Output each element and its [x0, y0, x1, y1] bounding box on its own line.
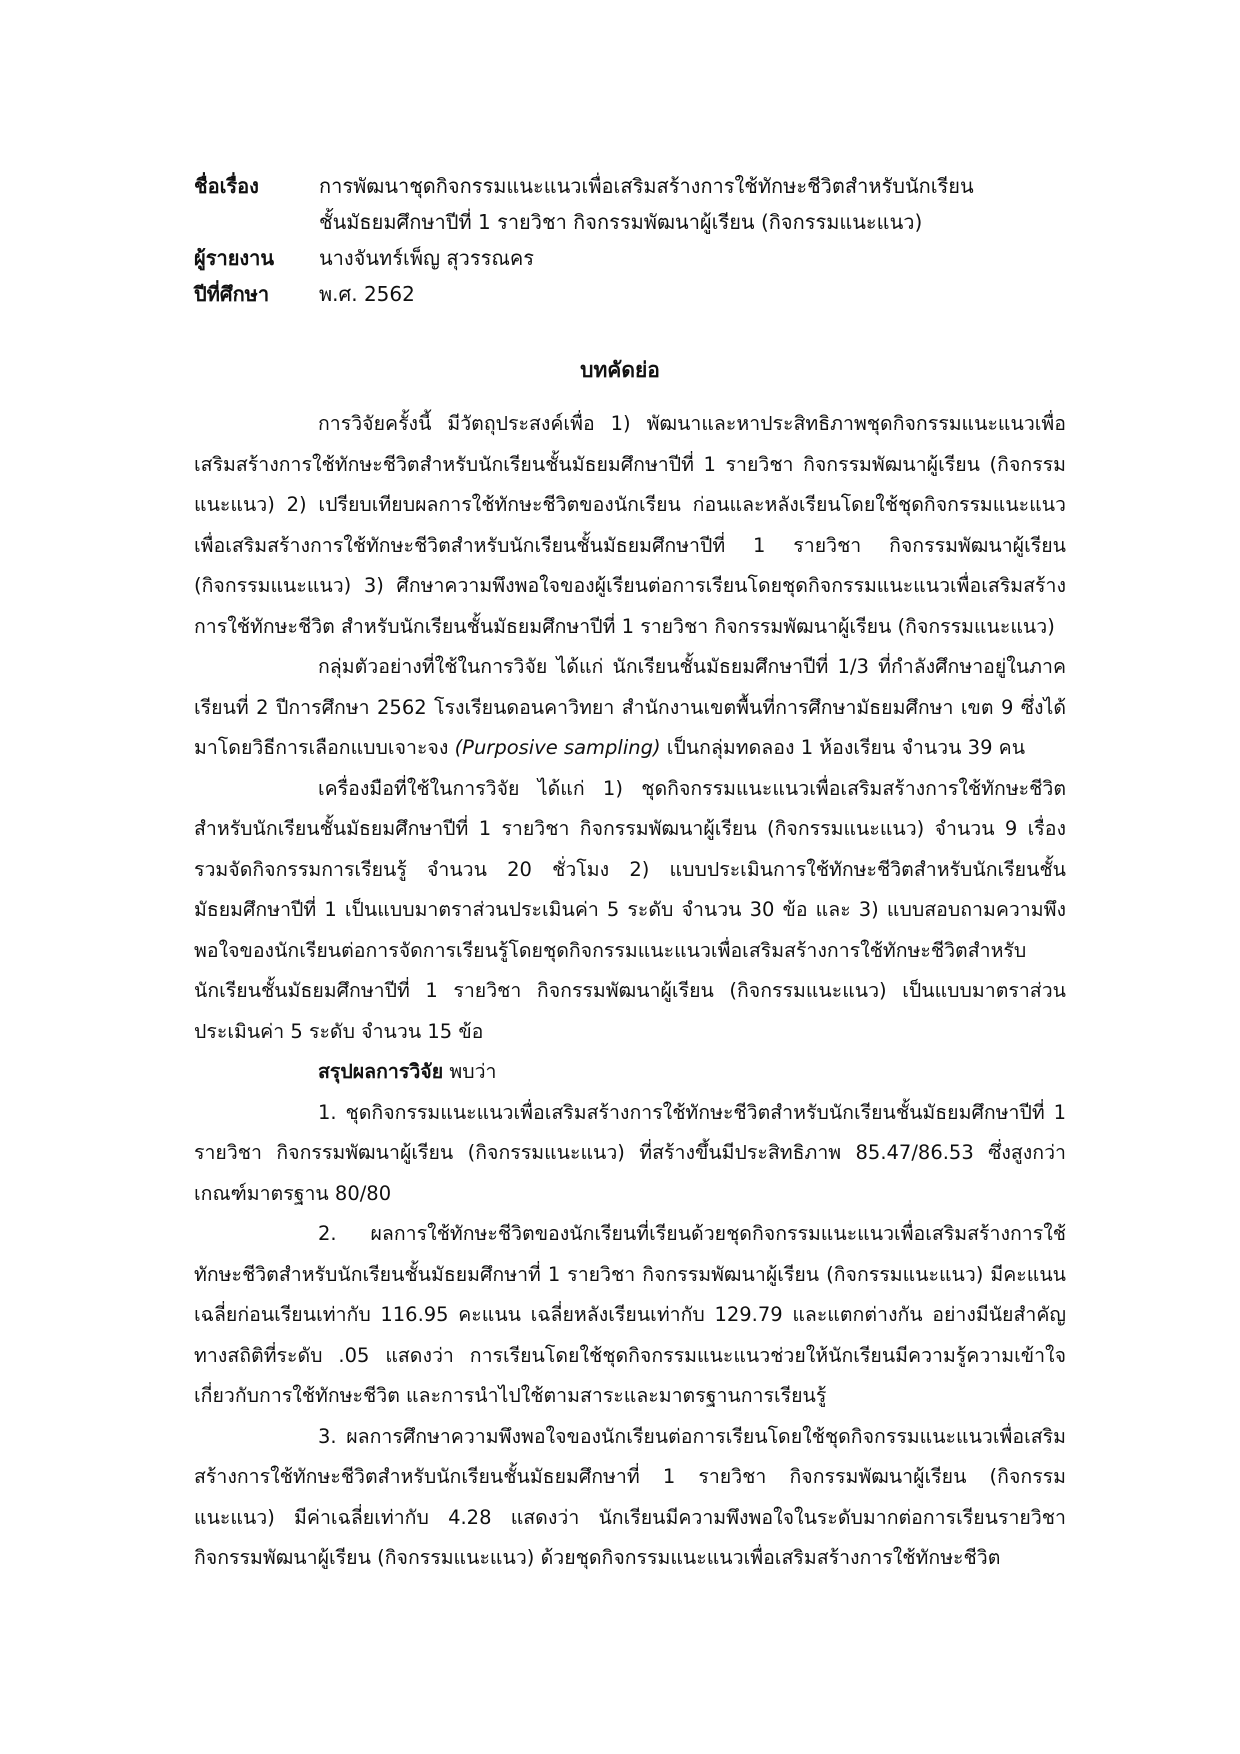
- objectives-paragraph: การวิจัยครั้งนี้ มีวัตถุประสงค์เพื่อ 1) พัฒนาและหาประสิทธิภาพชุดกิจกรรมแนะแนวเพื่อเสริมสร้างการใช้ทักษะชีวิตสำหรับนักเรียนชั้นมัธยมศึกษาปีที่ 1 รายวิชา กิจกรรมพัฒนาผู้เรียน (กิจกรรมแนะแนว) 2) เปรียบเทียบผลการใช้ทักษะชีวิตของนักเรียน ก่อนและหลังเรียนโดยใช้ชุดกิจกรรมแนะแนวเพื่อเสริมสร้างการใช้ทักษะชีวิตสำหรับนักเรียนชั้นมัธยมศึกษาปีที่ 1 รายวิชา กิจกรรมพัฒนาผู้เรียน (กิจกรรมแนะแนว) 3) ศึกษาความพึงพอใจของผู้เรียนต่อการเรียนโดยชุดกิจกรรมแนะแนวเพื่อเสริมสร้างการใช้ทักษะชีวิต สำหรับนักเรียนชั้นมัธยมศึกษาปีที่ 1 รายวิชา กิจกรรมพัฒนาผู้เรียน (กิจกรรมแนะแนว): [194, 412, 1066, 638]
- title-value: [319, 168, 1074, 240]
- sampling-method: (Purposive sampling): [454, 736, 661, 759]
- sample-text-end: เป็นกลุ่มทดลอง 1 ห้องเรียน จำนวน 39 คน: [660, 736, 1026, 759]
- header-block: [194, 168, 1074, 312]
- year-row: [194, 276, 1074, 312]
- title-label: ชื่อเรื่อง: [194, 174, 259, 198]
- summary-heading: [194, 1052, 1066, 1093]
- year-value: พ.ศ. 2562: [319, 282, 415, 306]
- author-value: นางจันทร์เพ็ญ สุวรรณคร: [319, 246, 534, 270]
- result-3-paragraph: 3. ผลการศึกษาความพึงพอใจของนักเรียนต่อการเรียนโดยใช้ชุดกิจกรรมแนะแนวเพื่อเสริมสร้างการใช้ทักษะชีวิตสำหรับนักเรียนชั้นมัธยมศึกษาที่ 1 รายวิชา กิจกรรมพัฒนาผู้เรียน (กิจกรรมแนะแนว) มีค่าเฉลี่ยเท่ากับ 4.28 แสดงว่า นักเรียนมีความพึงพอใจในระดับมากต่อการเรียนรายวิชา กิจกรรมพัฒนาผู้เรียน (กิจกรรมแนะแนว) ด้วยชุดกิจกรรมแนะแนวเพื่อเสริมสร้างการใช้ทักษะชีวิต: [194, 1424, 1066, 1569]
- result-1-paragraph: 1. ชุดกิจกรรมแนะแนวเพื่อเสริมสร้างการใช้ทักษะชีวิตสำหรับนักเรียนชั้นมัธยมศึกษาปีที่ 1 รายวิชา กิจกรรมพัฒนาผู้เรียน (กิจกรรมแนะแนว) ที่สร้างขึ้นมีประสิทธิภาพ 85.47/86.53 ซึ่งสูงกว่าเกณฑ์มาตรฐาน 80/80: [194, 1100, 1066, 1205]
- abstract-body: [194, 404, 1066, 1579]
- title-line-1: การพัฒนาชุดกิจกรรมแนะแนวเพื่อเสริมสร้างการใช้ทักษะชีวิตสำหรับนักเรียน: [319, 174, 974, 198]
- result-2-paragraph: 2. ผลการใช้ทักษะชีวิตของนักเรียนที่เรียนด้วยชุดกิจกรรมแนะแนวเพื่อเสริมสร้างการใช้ทักษะชีวิตสำหรับนักเรียนชั้นมัธยมศึกษาที่ 1 รายวิชา กิจกรรมพัฒนาผู้เรียน (กิจกรรมแนะแนว) มีคะแนนเฉลี่ยก่อนเรียนเท่ากับ 116.95 คะแนน เฉลี่ยหลังเรียนเท่ากับ 129.79 และแตกต่างกัน อย่างมีนัยสำคัญทางสถิติที่ระดับ .05 แสดงว่า การเรียนโดยใช้ชุดกิจกรรมแนะแนวช่วยให้นักเรียนมีความรู้ความเข้าใจเกี่ยวกับการใช้ทักษะชีวิต และการนำไปใช้ตามสาระและมาตรฐานการเรียนรู้: [194, 1222, 1066, 1407]
- summary-label: สรุปผลการวิจัย: [318, 1060, 444, 1083]
- title-row: [194, 168, 1074, 240]
- title-line-2: ชั้นมัธยมศึกษาปีที่ 1 รายวิชา กิจกรรมพัฒนาผู้เรียน (กิจกรรมแนะแนว): [319, 210, 923, 234]
- summary-label-rest: พบว่า: [443, 1060, 497, 1083]
- author-row: [194, 240, 1074, 276]
- sample-paragraph: [194, 647, 1066, 769]
- author-label: ผู้รายงาน: [194, 246, 275, 270]
- instruments-paragraph: เครื่องมือที่ใช้ในการวิจัย ได้แก่ 1) ชุดกิจกรรมแนะแนวเพื่อเสริมสร้างการใช้ทักษะชีวิตสำหรับนักเรียนชั้นมัธยมศึกษาปีที่ 1 รายวิชา กิจกรรมพัฒนาผู้เรียน (กิจกรรมแนะแนว) จำนวน 9 เรื่อง รวมจัดกิจกรรมการเรียนรู้ จำนวน 20 ชั่วโมง 2) แบบประเมินการใช้ทักษะชีวิตสำหรับนักเรียนชั้นมัธยมศึกษาปีที่ 1 เป็นแบบมาตราส่วนประเมินค่า 5 ระดับ จำนวน 30 ข้อ และ 3) แบบสอบถามความพึงพอใจของนักเรียนต่อการจัดการเรียนรู้โดยชุดกิจกรรมแนะแนวเพื่อเสริมสร้างการใช้ทักษะชีวิตสำหรับนักเรียนชั้นมัธยมศึกษาปีที่ 1 รายวิชา กิจกรรมพัฒนาผู้เรียน (กิจกรรมแนะแนว) เป็นแบบมาตราส่วนประเมินค่า 5 ระดับ จำนวน 15 ข้อ: [194, 776, 1066, 1043]
- year-label: ปีที่ศึกษา: [194, 282, 270, 306]
- abstract-title: บทคัดย่อ: [580, 358, 660, 382]
- sample-text-start: กลุ่มตัวอย่างที่ใช้ในการวิจัย ได้แก่ นักเรียนชั้นมัธยมศึกษาปีที่ 1/3 ที่กำลังศึกษาอยู่ในภาคเรียนที่ 2 ปีการศึกษา 2562 โรงเรียนดอนคาวิทยา สำนักงานเขตพื้นที่การศึกษามัธยมศึกษา เขต 9 ซึ่งได้มาโดยวิธีการเลือกแบบเจาะจง: [194, 655, 1066, 759]
